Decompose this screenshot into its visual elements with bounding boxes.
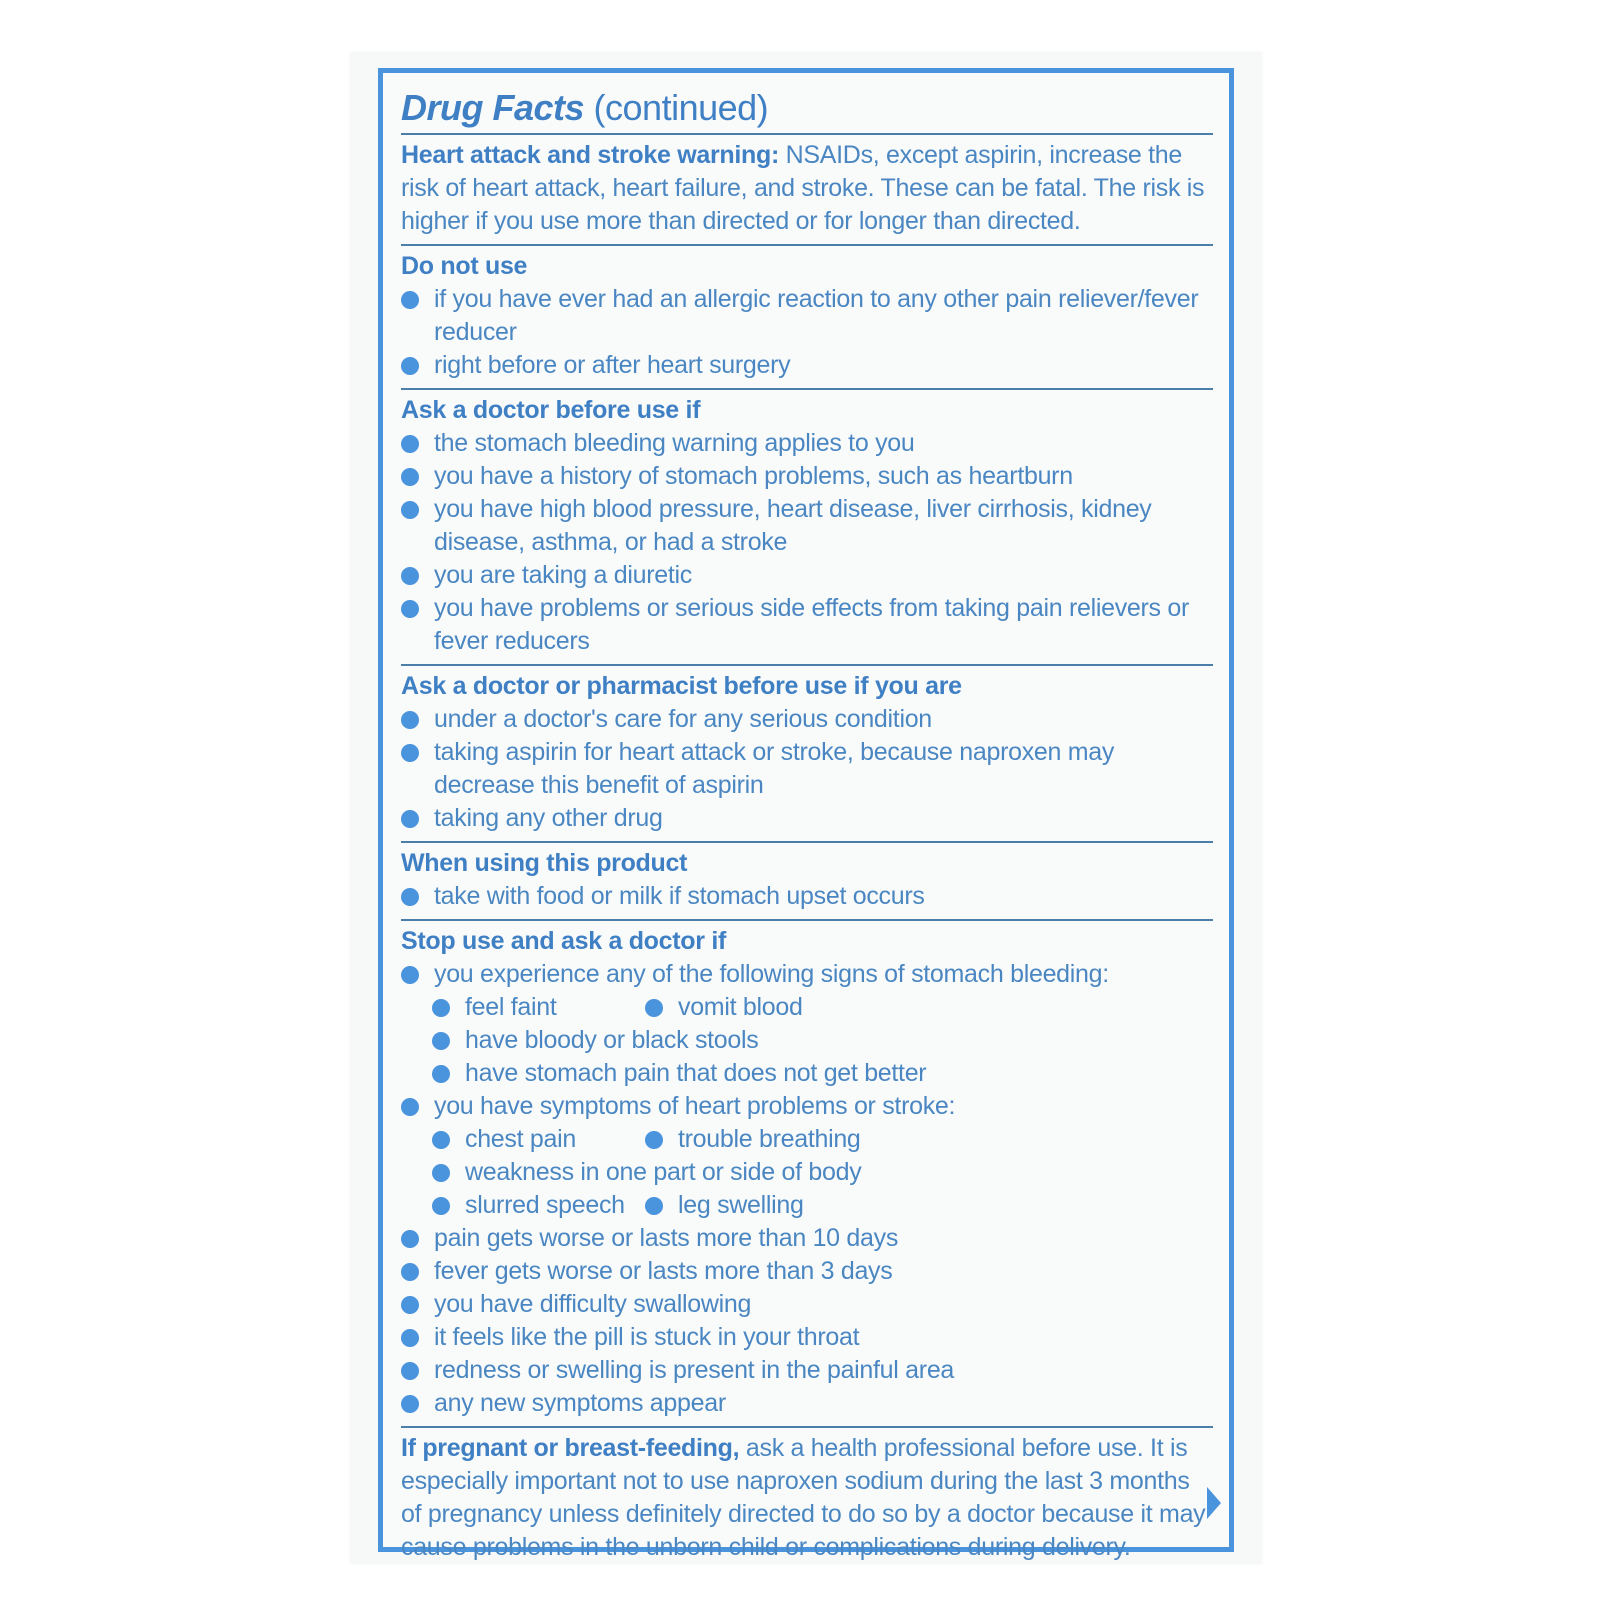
list-item: it feels like the pill is stuck in your throat — [401, 1321, 1213, 1354]
page-title: Drug Facts (continued) — [401, 87, 769, 128]
sub-list-row — [401, 1189, 1213, 1222]
sub-list-item: vomit blood — [645, 991, 803, 1024]
sub-list-row — [401, 1123, 1213, 1156]
sub-list-item: have stomach pain that does not get better — [432, 1057, 1213, 1090]
stop-use-heading: Stop use and ask a doctor if — [401, 927, 726, 955]
do-not-use-heading: Do not use — [401, 252, 528, 280]
sub-list-item: have bloody or black stools — [432, 1024, 1213, 1057]
triangle-right-icon — [1207, 1487, 1221, 1519]
do-not-use-section — [401, 244, 1213, 388]
drug-facts-panel — [378, 68, 1234, 1561]
list-item: redness or swelling is present in the painful area — [401, 1354, 1213, 1387]
list-item: you are taking a diuretic — [401, 559, 1213, 592]
list-item: right before or after heart surgery — [401, 349, 1213, 382]
ask-doctor-heading: Ask a doctor before use if — [401, 396, 701, 424]
sub-list-item: feel faint — [432, 991, 557, 1024]
list-item: taking any other drug — [401, 802, 1213, 835]
sub-list-item: slurred speech — [432, 1189, 625, 1222]
list-item: taking aspirin for heart attack or stroke, because naproxen may decrease this benefit of aspirin — [401, 736, 1213, 802]
list-item: you have problems or serious side effects from taking pain relievers or fever reducers — [401, 592, 1213, 658]
sub-list-item: weakness in one part or side of body — [432, 1156, 1213, 1189]
list-item: take with food or milk if stomach upset occurs — [401, 880, 1213, 913]
when-using-heading: When using this product — [401, 849, 688, 877]
sub-list-item: chest pain — [432, 1123, 576, 1156]
sub-list-item: trouble breathing — [645, 1123, 861, 1156]
list-item: you have high blood pressure, heart disease, liver cirrhosis, kidney disease, asthma, or had a stroke — [401, 493, 1213, 559]
stop-use-section — [401, 919, 1213, 1426]
list-item: you have symptoms of heart problems or stroke: — [401, 1090, 1213, 1123]
list-item: the stomach bleeding warning applies to you — [401, 427, 1213, 460]
pregnant-section — [401, 1426, 1213, 1570]
list-item: any new symptoms appear — [401, 1387, 1213, 1420]
list-item: under a doctor's care for any serious condition — [401, 703, 1213, 736]
list-item: pain gets worse or lasts more than 10 days — [401, 1222, 1213, 1255]
ask-pharmacist-heading: Ask a doctor or pharmacist before use if you are — [401, 672, 962, 700]
when-using-section — [401, 841, 1213, 919]
sub-list-item: leg swelling — [645, 1189, 804, 1222]
ask-pharmacist-section — [401, 664, 1213, 841]
pregnant-text: If pregnant or breast-feeding, ask a health professional before use. It is especially important not to use naproxen sodium during the last 3 months of pregnancy unless definitely directed to do so by a doctor because it may cause problems in the unborn child or complications during delivery. — [401, 1434, 1206, 1561]
list-item: you have difficulty swallowing — [401, 1288, 1213, 1321]
heart-warning-text: Heart attack and stroke warning: NSAIDs, except aspirin, increase the risk of heart attack, heart failure, and stroke. These can be fatal. The risk is higher if you use more than directed or for longer than directed. — [401, 141, 1205, 235]
list-item: you have a history of stomach problems, such as heartburn — [401, 460, 1213, 493]
ask-doctor-section — [401, 388, 1213, 664]
sub-list-row — [401, 991, 1213, 1024]
list-item: fever gets worse or lasts more than 3 days — [401, 1255, 1213, 1288]
list-item: you experience any of the following signs of stomach bleeding: — [401, 958, 1213, 991]
list-item: if you have ever had an allergic reaction to any other pain reliever/fever reducer — [401, 283, 1213, 349]
heart-warning-section — [401, 133, 1213, 244]
